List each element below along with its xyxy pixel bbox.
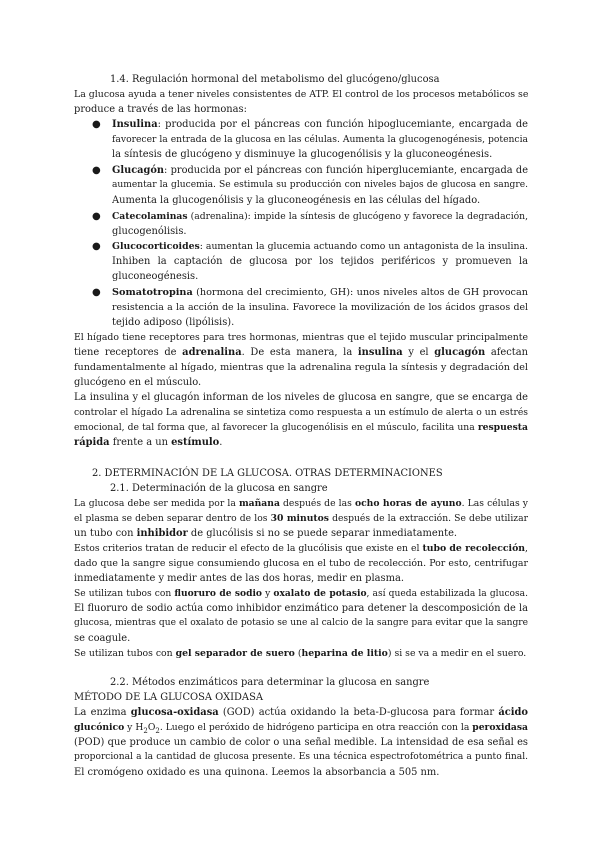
paragraph-line: La insulina y el glucagón informan de los niveles de glucosa en sangre, que se encarga de xyxy=(74,392,528,403)
bullet-line xyxy=(112,239,528,254)
bold-run: peroxidasa xyxy=(472,722,528,733)
bold-run: heparina de litio xyxy=(301,648,388,659)
bullet-dot: ● xyxy=(92,287,101,298)
text-run: tiene receptores de xyxy=(74,347,183,358)
bullet-text: (adrenalina): impide la síntesis de glucógeno y favorece la degradación, xyxy=(187,211,528,222)
bold-run: glucónico xyxy=(74,722,125,733)
bullet-text: : aumentan la glucemia actuando como un antagonista de la insulina. xyxy=(199,241,528,252)
bold-run: inhibidor xyxy=(136,528,188,539)
paragraph-line: se coagule. xyxy=(74,633,131,644)
text-run: Estos criterios tratan de reducir el efecto de la glucólisis que existe en el xyxy=(74,543,423,554)
bullet-line: glucogenólisis. xyxy=(112,226,187,237)
paragraph-line xyxy=(74,526,528,541)
bold-run: ácido xyxy=(498,707,528,718)
text-run: frente a un xyxy=(109,437,172,448)
bullet-line: Inhiben la captación de glucosa por los tejidos periféricos y promueven la xyxy=(112,256,528,267)
bullet-line: gluconeogénesis. xyxy=(112,271,199,282)
term-somatotropina: Somatotropina xyxy=(112,287,193,298)
subscript: 2 xyxy=(155,726,160,735)
bold-run: respuesta xyxy=(477,422,528,433)
bullet-dot: ● xyxy=(92,165,101,176)
bullet-dot: ● xyxy=(92,211,101,222)
term-glucagon: Glucagón xyxy=(112,165,165,176)
paragraph-line: dado que la sangre sigue consumiendo glucosa en el tubo de recolección. Por esto, centrifugar xyxy=(74,558,528,569)
section-heading-2: 2. DETERMINACIÓN DE LA GLUCOSA. OTRAS DETERMINACIONES xyxy=(92,468,443,479)
text-run: y el xyxy=(402,347,435,358)
paragraph-line: glucógeno en el músculo. xyxy=(74,377,202,388)
paragraph-line: El fluoruro de sodio actúa como inhibidor enzimático para detener la descomposición de la xyxy=(74,603,528,614)
paragraph-line: glucosa, mientras que el oxalato de potasio se une al calcio de la sangre para evitar que la sangre xyxy=(74,618,528,628)
bold-run: rápida xyxy=(74,437,110,448)
subsection-heading-2-2: 2.2. Métodos enzimáticos para determinar la glucosa en sangre xyxy=(110,677,430,688)
paragraph-line xyxy=(74,496,528,511)
term-glucocorticoides: Glucocorticoides xyxy=(112,241,200,252)
method-title: MÉTODO DE LA GLUCOSA OXIDASA xyxy=(74,692,263,703)
bold-run: estímulo xyxy=(171,437,220,448)
term-catecolaminas: Catecolaminas xyxy=(112,211,188,222)
bullet-line xyxy=(112,163,528,178)
bold-run: tubo de recolección xyxy=(422,543,526,554)
bold-run: insulina xyxy=(357,347,403,358)
bullet-line: tejido adiposo (lipólisis). xyxy=(112,317,235,328)
paragraph-line xyxy=(74,435,528,450)
subsection-heading-2-1: 2.1. Determinación de la glucosa en sangre xyxy=(110,483,328,494)
text-run: ) si se va a medir en el suero. xyxy=(387,648,527,659)
bold-run: glucosa-oxidasa xyxy=(130,707,219,718)
text-run: La enzima xyxy=(74,707,131,718)
paragraph-line xyxy=(74,720,528,735)
bold-run: ocho horas de ayuno xyxy=(354,498,462,509)
paragraph-line: La glucosa ayuda a tener niveles consistentes de ATP. El control de los procesos metabólicos se xyxy=(74,89,528,100)
text-run: Se utilizan tubos con xyxy=(74,589,175,599)
text-run: . Luego el peróxido de hidrógeno participa en otra reacción con la xyxy=(159,722,473,733)
bold-run: gel separador de suero xyxy=(175,648,295,659)
bullet-line: resistencia a la acción de la insulina. Favorece la movilización de los ácidos grasos del xyxy=(112,302,528,313)
text-run: después de la extracción. Se debe utilizar xyxy=(328,513,528,524)
text-run: , así queda estabilizada la glucosa. xyxy=(366,589,528,599)
bullet-text: (hormona del crecimiento, GH): unos niveles altos de GH provocan xyxy=(192,287,528,298)
text-run: después de las xyxy=(279,498,355,509)
paragraph-line xyxy=(74,541,528,556)
paragraph-line xyxy=(74,511,528,526)
paragraph-line xyxy=(74,646,528,661)
text-run: un tubo con xyxy=(74,528,137,539)
bold-run: mañana xyxy=(238,498,280,509)
bullet-dot: ● xyxy=(92,119,101,130)
text-run: de glucólisis si no se puede separar inmediatamente. xyxy=(187,528,458,539)
paragraph-line xyxy=(74,345,528,360)
bullet-line: aumentar la glucemia. Se estimula su producción con niveles bajos de glucosa en sangre. xyxy=(112,180,528,190)
text-run: . Las células y xyxy=(461,498,528,509)
bold-run: adrenalina xyxy=(182,347,242,358)
bullet-line xyxy=(112,117,528,132)
bold-run: oxalato de potasio xyxy=(273,588,367,599)
paragraph-line: El cromógeno oxidado es una quinona. Leemos la absorbancia a 505 nm. xyxy=(74,767,440,778)
bullet-line xyxy=(112,209,528,224)
text-run: y H xyxy=(124,722,144,733)
bullet-line: favorecer la entrada de la glucosa en las células. Aumenta la glucogenogénesis, potencia xyxy=(112,134,528,145)
paragraph-line xyxy=(74,420,528,435)
bullet-dot: ● xyxy=(92,241,101,252)
text-run: La glucosa debe ser medida por la xyxy=(74,498,239,509)
paragraph-line xyxy=(74,705,528,720)
paragraph-line: produce a través de las hormonas: xyxy=(74,104,247,115)
text-run: . xyxy=(219,437,223,448)
paragraph-line xyxy=(74,586,528,602)
paragraph-line: proporcional a la cantidad de glucosa presente. Es una técnica espectrofotométrica a punto final. xyxy=(74,752,528,762)
paragraph-line: (POD) que produce un cambio de color o una señal medible. La intensidad de esa señal es xyxy=(74,737,528,748)
text-run: (GOD) actúa oxidando la beta-D-glucosa para formar xyxy=(218,707,499,718)
paragraph-line: inmediatamente y medir antes de las dos horas, medir en plasma. xyxy=(74,573,405,584)
text-run: Se utilizan tubos con xyxy=(74,648,176,659)
bullet-line: la síntesis de glucógeno y disminuye la glucogenólisis y la gluconeogénesis. xyxy=(112,149,493,160)
bullet-text: : producida por el páncreas con función hiperglucemiante, encargada de xyxy=(164,165,528,176)
bullet-text: : producida por el páncreas con función hipoglucemiante, encargada de xyxy=(157,119,528,130)
paragraph-line: El hígado tiene receptores para tres hormonas, mientras que el tejido muscular principalmente xyxy=(74,332,528,343)
text-run: el plasma se deben separar dentro de los xyxy=(74,513,271,524)
bold-run: glucagón xyxy=(434,347,486,358)
text-run: y xyxy=(261,589,274,599)
text-run: afectan xyxy=(485,347,528,358)
term-insulina: Insulina xyxy=(112,119,158,130)
subscript: 2 xyxy=(143,726,148,735)
bold-run: 30 minutos xyxy=(270,513,329,524)
text-run: emocional, de tal forma que, al favorecer la glucogenólisis en el músculo, facilita una xyxy=(74,422,478,433)
bullet-line: Aumenta la glucogenólisis y la gluconeogénesis en las células del hígado. xyxy=(112,195,481,206)
text-run: O xyxy=(147,722,156,733)
text-run: ( xyxy=(294,648,302,659)
text-run: , xyxy=(525,543,528,554)
bold-run: fluoruro de sodio xyxy=(174,588,262,599)
section-heading-1-4: 1.4. Regulación hormonal del metabolismo del glucógeno/glucosa xyxy=(110,74,440,85)
paragraph-line: controlar el hígado La adrenalina se sintetiza como respuesta a un estímulo de alerta o un estrés xyxy=(74,407,528,418)
paragraph-line: fundamentalmente al hígado, mientras que la adrenalina regula la síntesis y degradación del xyxy=(74,362,528,373)
text-run: . De esta manera, la xyxy=(241,347,358,358)
bullet-line xyxy=(112,285,528,300)
